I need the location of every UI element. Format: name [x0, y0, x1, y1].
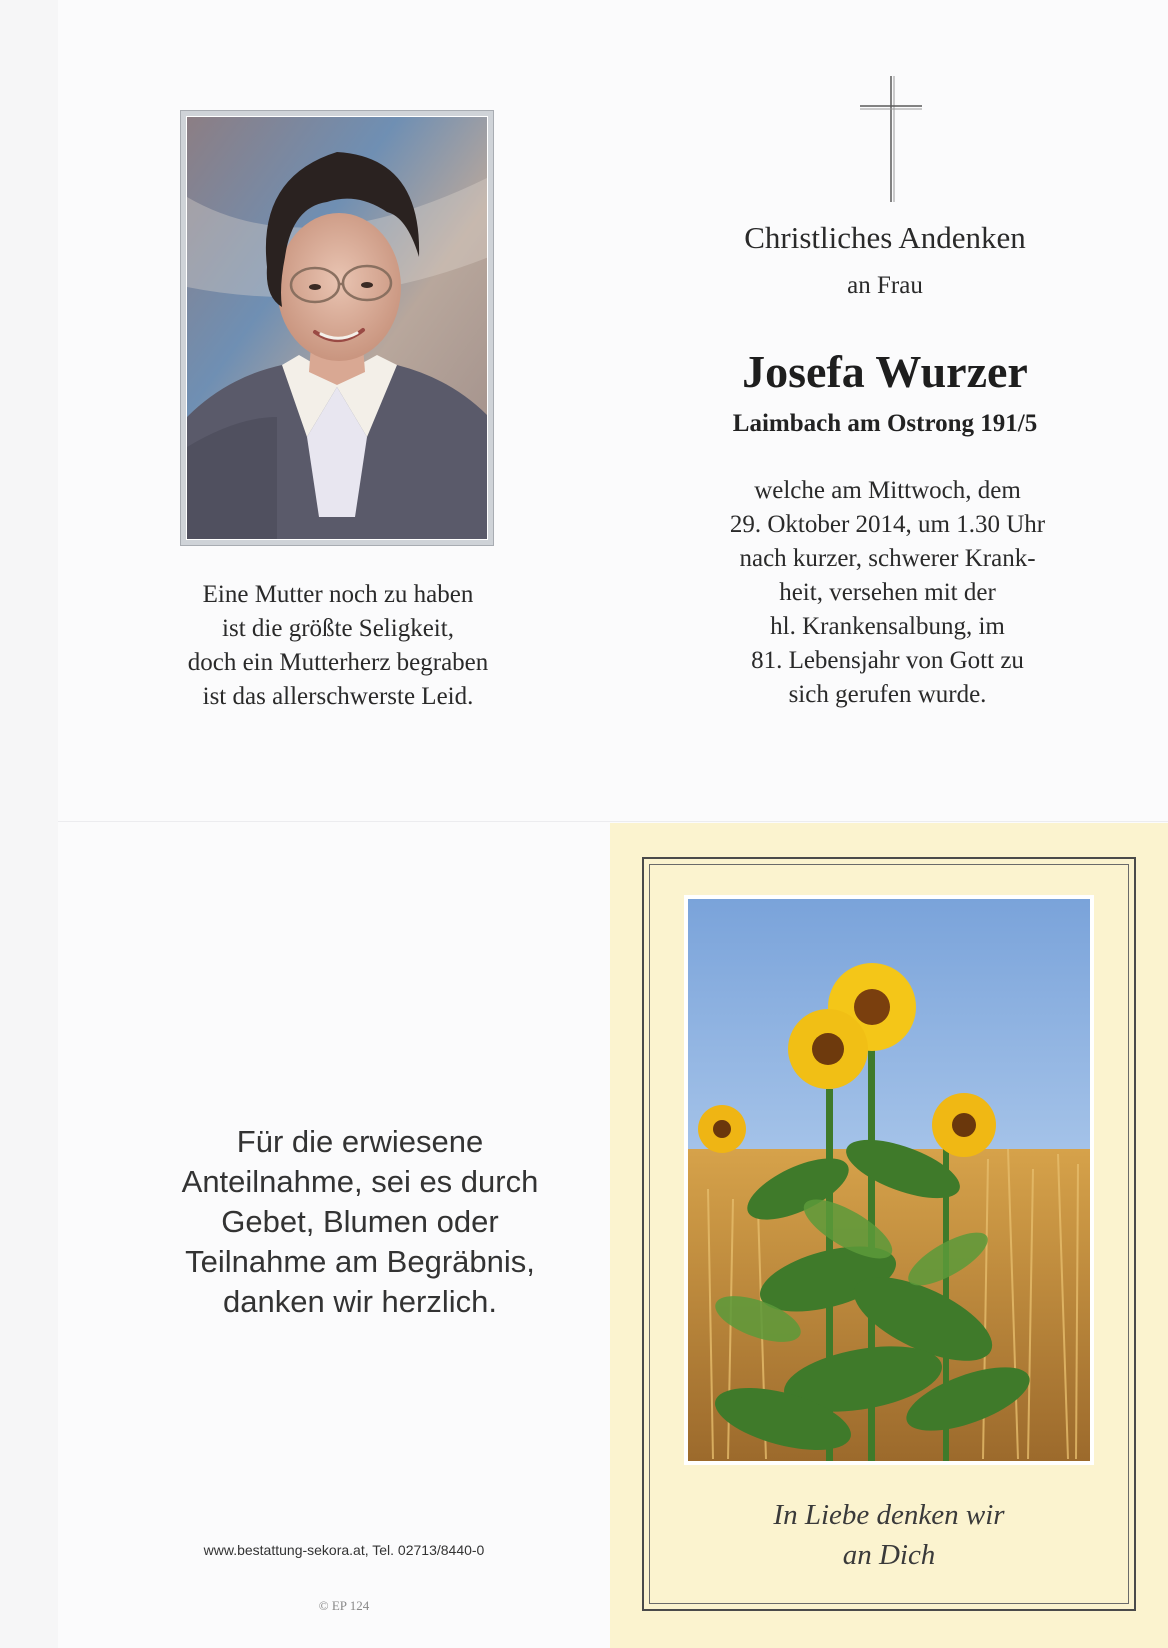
- poem-line: ist das allerschwerste Leid.: [202, 683, 474, 710]
- thanks-line: Gebet, Blumen oder: [221, 1204, 499, 1239]
- deceased-name: Josefa Wurzer: [742, 346, 1028, 397]
- notice-line: 81. Lebensjahr von Gott zu: [751, 647, 1024, 674]
- notice-line: nach kurzer, schwerer Krank-: [739, 545, 1036, 572]
- thanks-line: danken wir herzlich.: [223, 1284, 497, 1319]
- thanks-line: Anteilnahme, sei es durch: [181, 1164, 539, 1199]
- card-text-line: an Dich: [842, 1539, 936, 1571]
- card-subheading: an Frau: [847, 272, 923, 299]
- notice-line: hl. Krankensalbung, im: [770, 613, 1005, 640]
- poem-line: ist die größte Seligkeit,: [222, 615, 454, 642]
- thanks-line: Teilnahme am Begräbnis,: [185, 1244, 535, 1279]
- notice-line: 29. Oktober 2014, um 1.30 Uhr: [729, 511, 1046, 538]
- thanks-text: [110, 1122, 610, 1322]
- deceased-address: Laimbach am Ostrong 191/5: [732, 410, 1038, 437]
- poem-text: [120, 578, 556, 714]
- cross-icon: [856, 74, 926, 204]
- fold-line: [58, 821, 1168, 822]
- poem-line: doch ein Mutterherz begraben: [187, 649, 489, 676]
- notice-line: welche am Mittwoch, dem: [754, 477, 1021, 504]
- notice-line: heit, versehen mit der: [779, 579, 996, 606]
- death-notice: [690, 474, 1085, 712]
- card-memorial-text: [650, 1495, 1128, 1575]
- portrait-photo: [186, 116, 488, 540]
- card-text-line: In Liebe denken wir: [773, 1499, 1005, 1531]
- notice-line: sich gerufen wurde.: [788, 681, 987, 708]
- portrait-photo-frame: [180, 110, 494, 546]
- copyright-note: © EP 124: [318, 1598, 370, 1613]
- thanks-line: Für die erwiesene: [236, 1124, 484, 1159]
- funeral-home-contact: www.bestattung-sekora.at, Tel. 02713/8440-0: [203, 1542, 485, 1558]
- poem-line: Eine Mutter noch zu haben: [202, 581, 474, 608]
- card-heading: Christliches Andenken: [744, 220, 1026, 255]
- sunflower-photo: [684, 895, 1094, 1465]
- sunflower-card: [610, 823, 1168, 1648]
